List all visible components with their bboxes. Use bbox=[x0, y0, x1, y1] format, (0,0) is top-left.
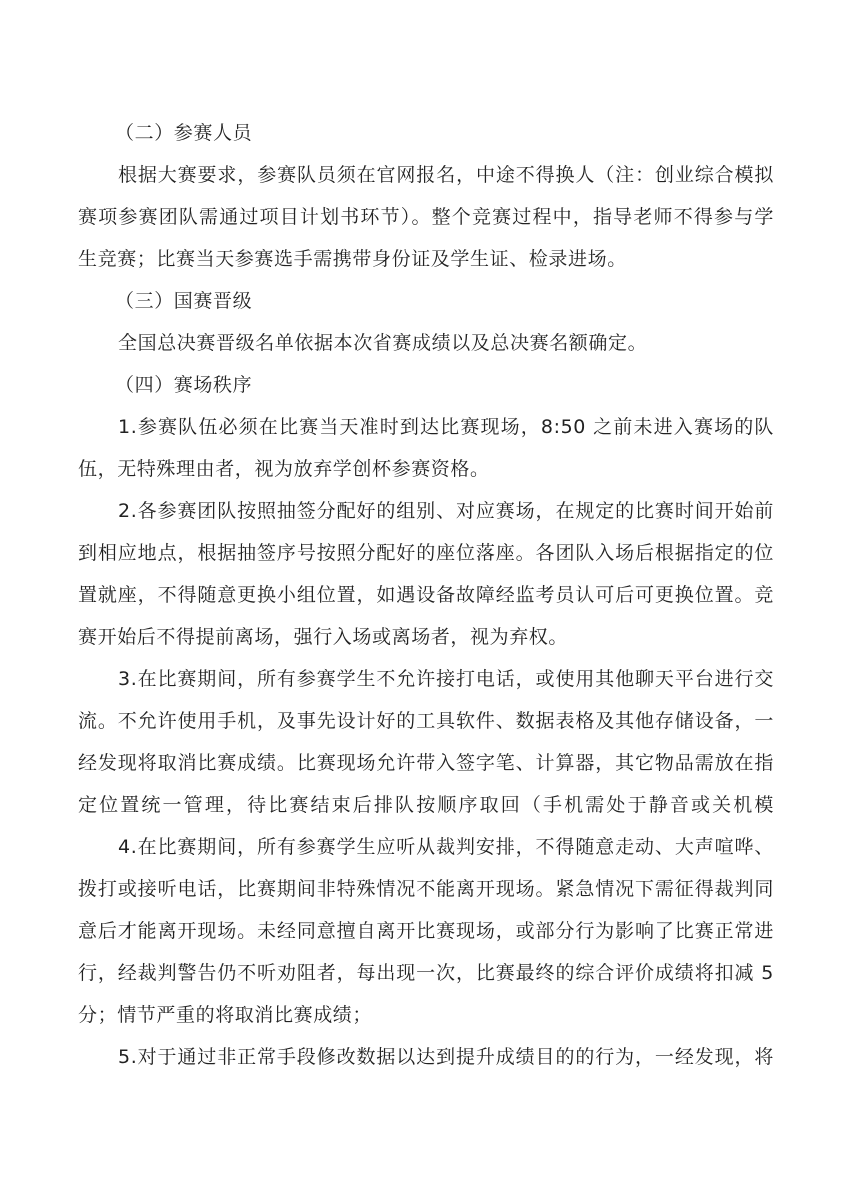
section-heading-venue-order bbox=[78, 364, 774, 406]
text-line: 伍，无特殊理由者，视为放弃学创杯参赛资格。 bbox=[78, 458, 490, 480]
text-line: 流。不允许使用手机，及事先设计好的工具软件、数据表格及其他存储设备，一 bbox=[78, 710, 774, 732]
heading-text: （二）参赛人员 bbox=[115, 122, 253, 144]
paragraph-item-1 bbox=[78, 406, 774, 490]
text-line: 意后才能离开现场。未经同意擅自离开比赛现场，或部分行为影响了比赛正常进 bbox=[78, 920, 774, 942]
text-line: 根据大赛要求，参赛队员须在官网报名，中途不得换人（注：创业综合模拟 bbox=[118, 164, 774, 186]
text-line: 行，经裁判警告仍不听劝阻者，每出现一次，比赛最终的综合评价成绩将扣减 5 bbox=[78, 962, 774, 984]
text-line: 1.参赛队伍必须在比赛当天准时到达比赛现场，8:50 之前未进入赛场的队 bbox=[118, 416, 774, 438]
paragraph-national-promotion bbox=[78, 322, 774, 364]
text-line: 2.各参赛团队按照抽签分配好的组别、对应赛场，在规定的比赛时间开始前 bbox=[118, 500, 774, 522]
text-line: 3.在比赛期间，所有参赛学生不允许接打电话，或使用其他聊天平台进行交 bbox=[118, 668, 774, 690]
paragraph-item-3 bbox=[78, 658, 774, 826]
heading-text: （三）国赛晋级 bbox=[115, 290, 253, 312]
heading-text: （四）赛场秩序 bbox=[115, 374, 253, 396]
paragraph-item-5 bbox=[78, 1036, 774, 1078]
text-line: 赛项参赛团队需通过项目计划书环节）。整个竞赛过程中，指导老师不得参与学 bbox=[78, 206, 774, 228]
text-line: 到相应地点，根据抽签序号按照分配好的座位落座。各团队入场后根据指定的位 bbox=[78, 542, 774, 564]
text-line: 生竞赛；比赛当天参赛选手需携带身份证及学生证、检录进场。 bbox=[78, 248, 627, 270]
section-heading-national-promotion bbox=[78, 280, 774, 322]
text-line: 4.在比赛期间，所有参赛学生应听从裁判安排，不得随意走动、大声喧哗、 bbox=[118, 836, 774, 858]
text-line: 5.对于通过非正常手段修改数据以达到提升成绩目的的行为，一经发现，将 bbox=[118, 1046, 774, 1068]
document-body bbox=[78, 112, 774, 1078]
text-line: 分；情节严重的将取消比赛成绩； bbox=[78, 1004, 373, 1026]
text-line: 赛开始后不得提前离场，强行入场或离场者，视为弃权。 bbox=[78, 626, 569, 648]
text-line: 全国总决赛晋级名单依据本次省赛成绩以及总决赛名额确定。 bbox=[118, 332, 648, 354]
paragraph-item-4 bbox=[78, 826, 774, 1036]
text-line: 经发现将取消比赛成绩。比赛现场允许带入签字笔、计算器，其它物品需放在指 bbox=[78, 752, 774, 774]
text-line: 置就座，不得随意更换小组位置，如遇设备故障经监考员认可后可更换位置。竞 bbox=[78, 584, 774, 606]
text-line: 拨打或接听电话，比赛期间非特殊情况不能离开现场。紧急情况下需征得裁判同 bbox=[78, 878, 774, 900]
paragraph-item-2 bbox=[78, 490, 774, 658]
paragraph-participants bbox=[78, 154, 774, 280]
text-line: 定位置统一管理，待比赛结束后排队按顺序取回（手机需处于静音或关机模 bbox=[78, 794, 774, 816]
section-heading-participants bbox=[78, 112, 774, 154]
